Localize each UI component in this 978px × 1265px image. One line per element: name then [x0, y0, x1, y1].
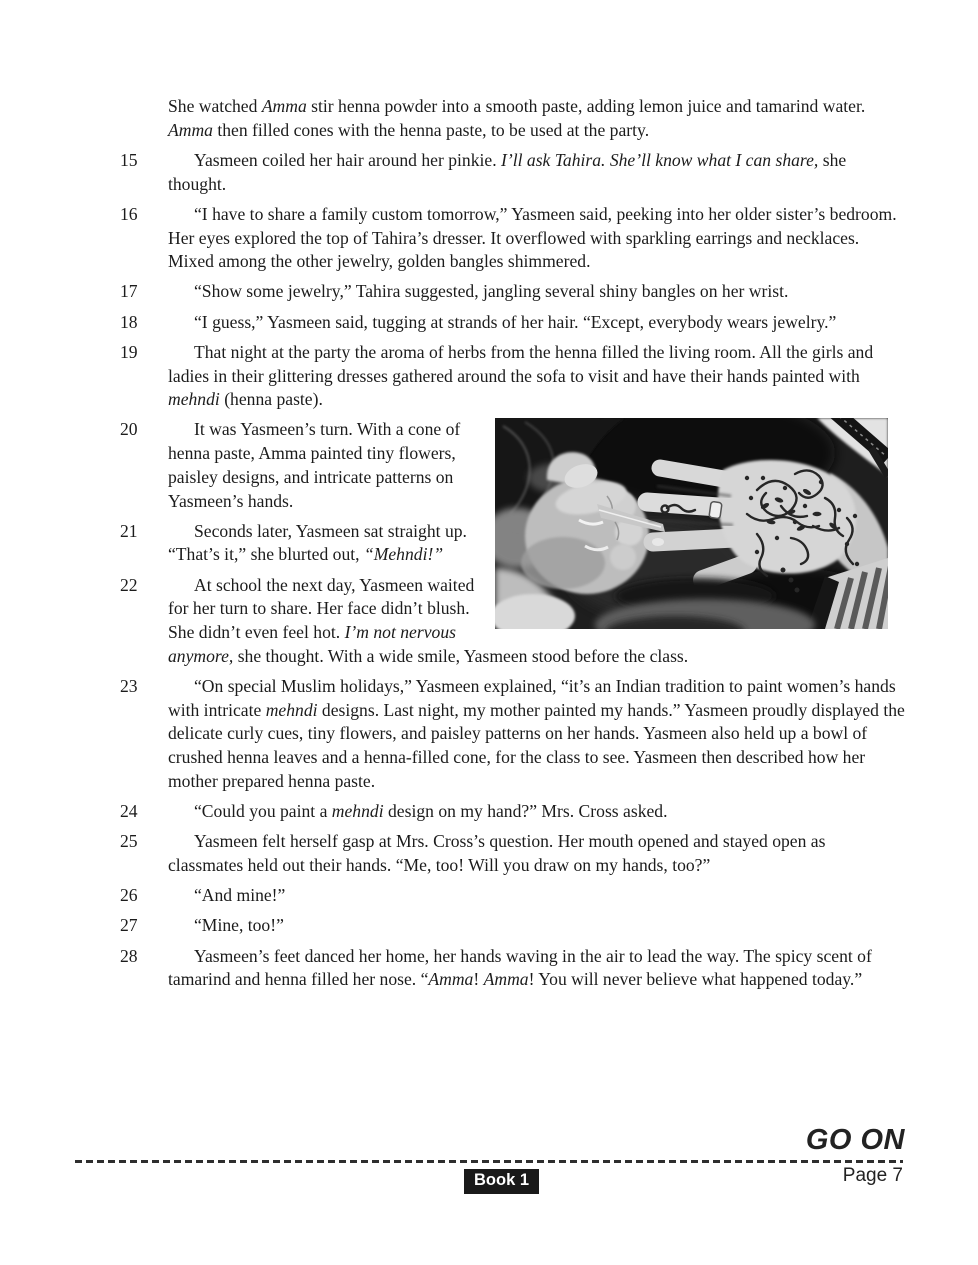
footer-dashed-line: [75, 1160, 903, 1163]
paragraph-text: “On special Muslim holidays,” Yasmeen explained, “it’s an Indian tradition to paint women’s hands with intricate mehndi designs. Last night, my mother painted my hands.” Yasmeen proudly displayed the delicate curly cues, tiny flowers, and paisley patterns on her hands. Yasmeen also held up a bowl of crushed henna leaves and a henna-filled cone, for the class to see. Yasmeen then described how her mother prepared henna paste.: [168, 675, 905, 791]
paragraph-number: 15: [120, 149, 138, 170]
go-on-label: GO ON: [805, 1124, 905, 1156]
paragraph-number: 23: [120, 675, 138, 696]
paragraph-25: [120, 830, 905, 877]
paragraph-text: She watched Amma stir henna powder into a smooth paste, adding lemon juice and tamarind water. Amma then filled cones with the henna paste, to be used at the party.: [168, 96, 866, 140]
paragraph-number: 19: [120, 341, 138, 362]
paragraph-number: 26: [120, 885, 138, 906]
paragraph-number: 25: [120, 831, 138, 852]
paragraph-text: “I have to share a family custom tomorrow,” Yasmeen said, peeking into her older sister’s bedroom. Her eyes explored the top of Tahira’s dresser. It overflowed with sparkling earrings and necklaces. Mixed among the other jewelry, golden bangles shimmered.: [168, 203, 897, 272]
paragraph-23: [120, 675, 905, 794]
paragraph-21: [120, 520, 905, 567]
paragraph-number: 24: [120, 800, 138, 821]
paragraph-text: “And mine!”: [194, 885, 286, 906]
paragraph-text: “Mine, too!”: [194, 915, 284, 936]
paragraph-number: 18: [120, 311, 138, 332]
paragraph-text: Yasmeen felt herself gasp at Mrs. Cross’s question. Her mouth opened and stayed open as classmates held out their hands. “Me, too! Will you draw on my hands, too?”: [168, 831, 826, 875]
paragraph-28: [120, 945, 905, 992]
paragraph-number: 20: [120, 419, 138, 440]
paragraph-text: Seconds later, Yasmeen sat straight up. “That’s it,” she blurted out, “Mehndi!”: [168, 520, 467, 565]
paragraph-text: Yasmeen’s feet danced her home, her hands waving in the air to lead the way. The spicy scent of tamarind and henna filled her nose. “Amma! Amma! You will never believe what happened today.”: [168, 945, 872, 990]
paragraph-number: 17: [120, 281, 138, 302]
paragraph-15: [120, 149, 905, 196]
paragraph-number: 27: [120, 915, 138, 936]
paragraph-27: [120, 914, 905, 938]
book-badge: Book 1: [464, 1169, 539, 1194]
paragraph-20: [120, 418, 905, 513]
paragraph-text: It was Yasmeen’s turn. With a cone of henna paste, Amma painted tiny flowers, paisley designs, and intricate patterns on Yasmeen’s hands.: [168, 419, 461, 511]
paragraph-26: [120, 884, 905, 908]
paragraph-text: “Could you paint a mehndi design on my hand?” Mrs. Cross asked.: [194, 800, 668, 821]
paragraph-19: [120, 341, 905, 412]
paragraph-intro: [168, 95, 905, 142]
paragraph-text: “I guess,” Yasmeen said, tugging at strands of her hair. “Except, everybody wears jewelry.”: [194, 311, 837, 332]
paragraph-17: [120, 280, 905, 304]
paragraph-number: 28: [120, 945, 138, 966]
page-number: Page 7: [842, 1165, 903, 1186]
paragraph-number: 21: [120, 520, 138, 541]
paragraph-text: “Show some jewelry,” Tahira suggested, jangling several shiny bangles on her wrist.: [194, 281, 789, 302]
paragraph-16: [120, 203, 905, 274]
paragraph-22: [120, 574, 905, 669]
paragraph-18: [120, 311, 905, 335]
paragraph-number: 22: [120, 574, 138, 595]
paragraph-text: Yasmeen coiled her hair around her pinkie. I’ll ask Tahira. She’ll know what I can share, she thought.: [168, 149, 847, 194]
paragraph-24: [120, 800, 905, 824]
paragraph-text: At school the next day, Yasmeen waited for her turn to share. Her face didn’t blush. She didn’t even feel hot. I’m not nervous anymore, she thought. With a wide smile, Yasmeen stood before the class.: [168, 574, 689, 666]
passage-content: [120, 95, 905, 998]
paragraph-text: That night at the party the aroma of herbs from the henna filled the living room. All the girls and ladies in their glittering dresses gathered around the sofa to visit and have their hands painted with mehndi (henna paste).: [168, 341, 874, 410]
paragraph-number: 16: [120, 203, 138, 224]
